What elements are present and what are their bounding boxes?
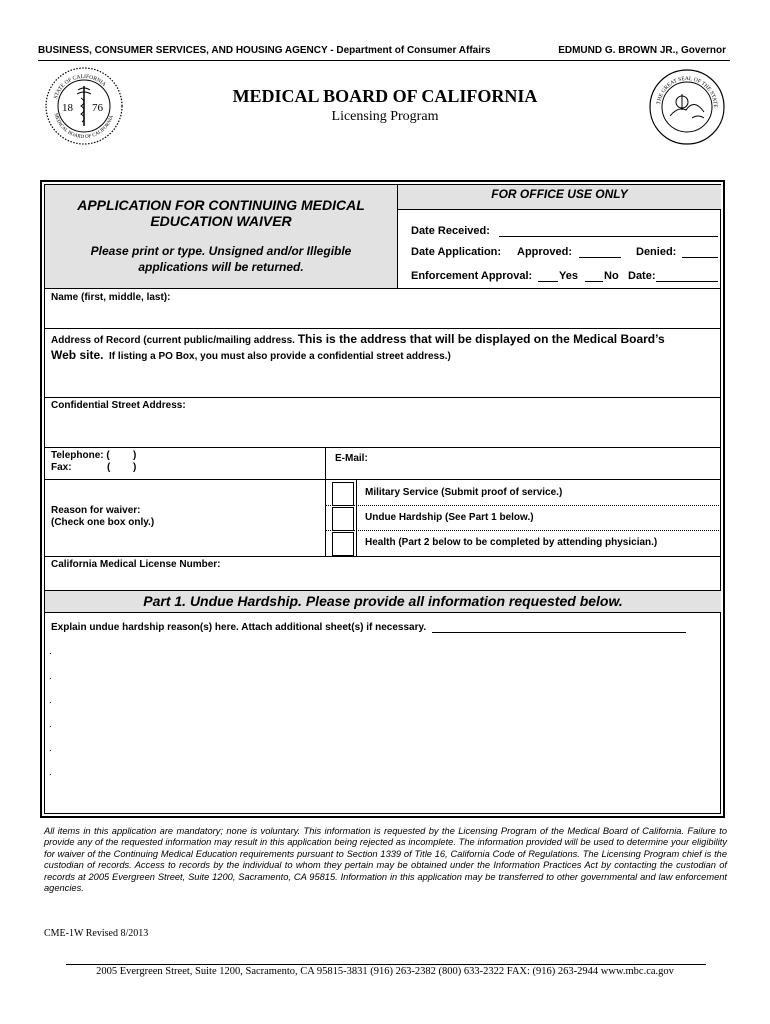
fax-label: Fax: bbox=[51, 462, 72, 473]
confidential-address-label: Confidential Street Address: bbox=[51, 400, 186, 411]
form-title-line2: EDUCATION WAIVER bbox=[150, 213, 292, 229]
denied-field[interactable] bbox=[682, 257, 718, 258]
email-label: E-Mail: bbox=[335, 453, 368, 464]
seal-year-b: 76 bbox=[92, 102, 103, 114]
enforcement-yes-field[interactable] bbox=[538, 281, 558, 282]
instructions-line2: applications will be returned. bbox=[138, 260, 304, 274]
explain-line-5[interactable]: . bbox=[49, 743, 52, 754]
no-label: No bbox=[604, 270, 619, 282]
military-service-checkbox[interactable] bbox=[332, 482, 354, 506]
license-number-label: California Medical License Number: bbox=[51, 559, 221, 570]
address-label bbox=[51, 332, 716, 364]
explain-line-2[interactable]: . bbox=[49, 671, 52, 682]
explain-label: Explain undue hardship reason(s) here. Attach additional sheet(s) if necessary. bbox=[51, 622, 427, 633]
agency-line: BUSINESS, CONSUMER SERVICES, AND HOUSING AGENCY - Department of Consumer Affairs bbox=[38, 45, 491, 56]
address-label-part-b: This is the address that will be displayed on the Medical Board’s bbox=[297, 332, 665, 346]
name-label: Name (first, middle, last): bbox=[51, 292, 171, 303]
page-title: MEDICAL BOARD OF CALIFORNIA bbox=[232, 86, 538, 106]
explain-line-1[interactable]: . bbox=[49, 646, 52, 657]
seal-left-ring-bottom: MEDICAL BOARD OF CALIFORNIA bbox=[52, 112, 115, 141]
fax-input[interactable] bbox=[140, 461, 320, 474]
date-received-label: Date Received: bbox=[411, 225, 490, 237]
telephone-label: Telephone: ( bbox=[51, 450, 110, 461]
form-id: CME-1W Revised 8/2013 bbox=[44, 928, 149, 939]
svg-text:THE GREAT SEAL OF THE STATE OF bbox=[648, 68, 718, 108]
confidential-address-input[interactable] bbox=[46, 413, 720, 445]
enforcement-date-label: Date: bbox=[628, 270, 656, 282]
seal-year-a: 18 bbox=[62, 102, 73, 114]
undue-hardship-checkbox[interactable] bbox=[332, 507, 354, 531]
address-input[interactable] bbox=[46, 366, 720, 396]
email-input[interactable] bbox=[375, 450, 719, 476]
footer-rule bbox=[66, 964, 706, 965]
explain-first-line[interactable] bbox=[432, 632, 686, 633]
privacy-notice: All items in this application are mandatory; none is voluntary. This information is requested by the Licensing Program of the Medical Board of California. Failure to provide any of the requested information may result in this application being rejected as incomplete. The information provided will be used to determine your eligibility for waiver of the Continuing Medical Education requirements pursuant to Section 1339 of Title 16, California Code of Regulations. The Licensing Program chief is the custodian of records. Access to records by the individual to whom they pertain may be obtained under the Information Practices Act by contacting the custodian of records at 2005 Evergreen Street, Suite 1200, Sacramento, CA 95815. Information in this application may be transferred to other governmental and law enforcement agencies. bbox=[44, 826, 727, 894]
denied-label: Denied: bbox=[636, 246, 677, 258]
page-subtitle: Licensing Program bbox=[331, 109, 439, 124]
telephone-input[interactable] bbox=[140, 448, 320, 461]
fax-paren-open: ( bbox=[107, 462, 111, 473]
date-received-field[interactable] bbox=[499, 236, 718, 237]
approved-field[interactable] bbox=[579, 257, 621, 258]
seal-left-ring-top: STATE OF CALIFORNIA bbox=[53, 73, 107, 100]
header-rule bbox=[38, 60, 730, 61]
address-label-part-c: Web site. bbox=[51, 348, 104, 362]
explain-line-6[interactable]: . bbox=[49, 767, 52, 778]
seal-right-ring: THE GREAT SEAL OF THE STATE bbox=[656, 75, 719, 108]
license-number-input[interactable] bbox=[260, 558, 720, 588]
footer-address: 2005 Evergreen Street, Suite 1200, Sacramento, CA 95815-3831 (916) 263-2382 (800) 633-2322 FAX: (916) 263-2944 www.mbc.ca.gov bbox=[96, 966, 674, 977]
reason-military: Military Service (Submit proof of service.) bbox=[365, 487, 563, 498]
date-application-label: Date Application: bbox=[411, 246, 502, 258]
fax-paren-close: ) bbox=[133, 462, 137, 473]
reason-hint: (Check one box only.) bbox=[51, 517, 155, 528]
office-use-title: FOR OFFICE USE ONLY bbox=[491, 187, 628, 201]
reason-undue-hardship: Undue Hardship (See Part 1 below.) bbox=[365, 512, 534, 523]
governor-line: EDMUND G. BROWN JR., Governor bbox=[558, 45, 726, 56]
health-checkbox[interactable] bbox=[332, 532, 354, 556]
address-label-part-a: Address of Record (current public/mailing address. bbox=[51, 335, 298, 346]
part1-title: Part 1. Undue Hardship. Please provide all information requested below. bbox=[143, 593, 623, 609]
telephone-paren-close: ) bbox=[133, 450, 137, 461]
enforcement-date-field[interactable] bbox=[656, 281, 718, 282]
enforcement-no-field[interactable] bbox=[585, 281, 603, 282]
form-title-line1: APPLICATION FOR CONTINUING MEDICAL bbox=[77, 197, 365, 213]
state-seal-icon bbox=[648, 68, 726, 146]
name-input[interactable] bbox=[46, 305, 720, 327]
explain-line-3[interactable]: . bbox=[49, 695, 52, 706]
explain-line-4[interactable]: . bbox=[49, 719, 52, 730]
address-label-part-d: If listing a PO Box, you must also provide a confidential street address.) bbox=[109, 351, 451, 362]
yes-label: Yes bbox=[559, 270, 578, 282]
reason-label: Reason for waiver: bbox=[51, 505, 141, 516]
instructions-line1: Please print or type. Unsigned and/or Illegible bbox=[90, 244, 352, 258]
enforcement-approval-label: Enforcement Approval: bbox=[411, 270, 533, 282]
reason-health: Health (Part 2 below to be completed by attending physician.) bbox=[365, 537, 658, 548]
approved-label: Approved: bbox=[517, 246, 572, 258]
